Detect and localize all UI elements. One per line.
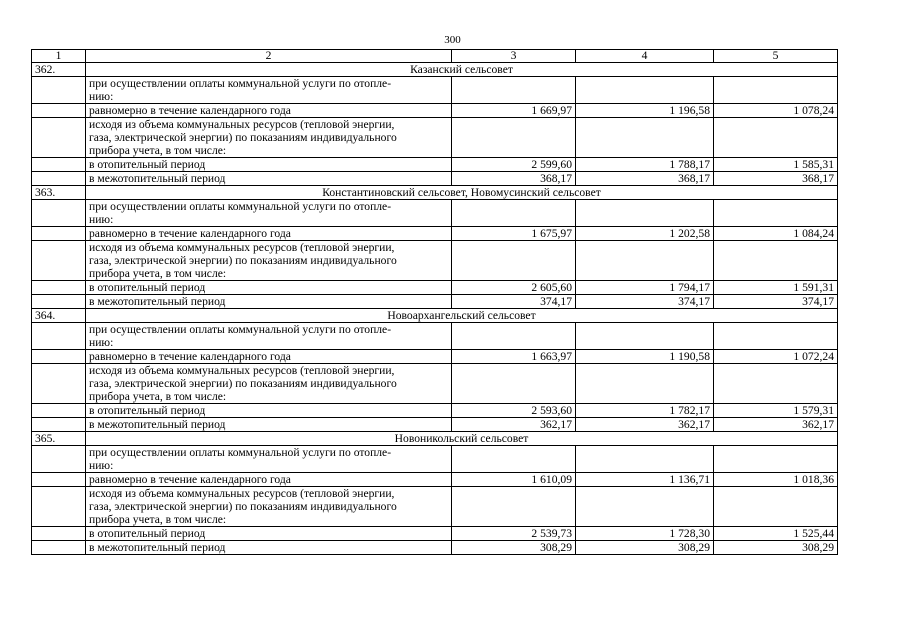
- number-cell-empty: [32, 118, 86, 158]
- value-cell-col4: 368,17: [576, 172, 714, 186]
- number-cell-empty: [32, 350, 86, 364]
- value-cell-col4: 308,29: [576, 541, 714, 555]
- section-number: 365.: [32, 432, 86, 446]
- table-row: [32, 172, 838, 186]
- value-cell-col5: 1 072,24: [714, 350, 838, 364]
- number-cell-empty: [32, 104, 86, 118]
- number-cell-empty: [32, 541, 86, 555]
- section-title-row: [32, 186, 838, 200]
- page-number: 300: [444, 34, 461, 46]
- value-cell-col3: 1 675,97: [452, 227, 576, 241]
- column-header-4: 4: [576, 50, 714, 63]
- row-description: в отопительный период: [86, 281, 452, 295]
- value-cell-col4: 362,17: [576, 418, 714, 432]
- value-cell-col3: [452, 77, 576, 104]
- value-cell-col4: [576, 446, 714, 473]
- section-title-row: [32, 63, 838, 77]
- table-row: [32, 118, 838, 158]
- value-cell-col5: [714, 364, 838, 404]
- number-cell-empty: [32, 200, 86, 227]
- number-cell-empty: [32, 281, 86, 295]
- row-description: исходя из объема коммунальных ресурсов (тепловой энергии, газа, электрической энергии) по показаниям индивидуального прибора учета, в том числе:: [86, 487, 452, 527]
- section-number: 362.: [32, 63, 86, 77]
- table-row: [32, 350, 838, 364]
- table-row: [32, 241, 838, 281]
- row-description: исходя из объема коммунальных ресурсов (тепловой энергии, газа, электрической энергии) по показаниям индивидуального прибора учета, в том числе:: [86, 364, 452, 404]
- number-cell-empty: [32, 473, 86, 487]
- value-cell-col3: 308,29: [452, 541, 576, 555]
- table-row: [32, 323, 838, 350]
- value-cell-col3: 1 610,09: [452, 473, 576, 487]
- value-cell-col4: 374,17: [576, 295, 714, 309]
- table-body: [32, 50, 838, 555]
- number-cell-empty: [32, 295, 86, 309]
- row-description: в отопительный период: [86, 404, 452, 418]
- row-description: исходя из объема коммунальных ресурсов (тепловой энергии, газа, электрической энергии) по показаниям индивидуального прибора учета, в том числе:: [86, 241, 452, 281]
- value-cell-col4: [576, 487, 714, 527]
- table-row: [32, 541, 838, 555]
- number-cell-empty: [32, 446, 86, 473]
- row-description: равномерно в течение календарного года: [86, 473, 452, 487]
- value-cell-col5: [714, 323, 838, 350]
- value-cell-col5: 308,29: [714, 541, 838, 555]
- value-cell-col3: 1 663,97: [452, 350, 576, 364]
- section-title: Константиновский сельсовет, Новомусинский сельсовет: [86, 186, 838, 200]
- value-cell-col5: 362,17: [714, 418, 838, 432]
- value-cell-col5: [714, 241, 838, 281]
- table-row: [32, 404, 838, 418]
- value-cell-col5: [714, 118, 838, 158]
- value-cell-col4: 1 794,17: [576, 281, 714, 295]
- section-number: 364.: [32, 309, 86, 323]
- table-row: [32, 158, 838, 172]
- column-header-1: 1: [32, 50, 86, 63]
- value-cell-col4: 1 728,30: [576, 527, 714, 541]
- number-cell-empty: [32, 418, 86, 432]
- value-cell-col3: 1 669,97: [452, 104, 576, 118]
- value-cell-col5: 374,17: [714, 295, 838, 309]
- number-cell-empty: [32, 77, 86, 104]
- value-cell-col3: 2 593,60: [452, 404, 576, 418]
- table-row: [32, 227, 838, 241]
- value-cell-col4: 1 190,58: [576, 350, 714, 364]
- column-header-3: 3: [452, 50, 576, 63]
- value-cell-col4: 1 196,58: [576, 104, 714, 118]
- row-description: в отопительный период: [86, 527, 452, 541]
- value-cell-col3: [452, 241, 576, 281]
- value-cell-col5: [714, 487, 838, 527]
- column-header-5: 5: [714, 50, 838, 63]
- value-cell-col3: [452, 118, 576, 158]
- value-cell-col5: 368,17: [714, 172, 838, 186]
- number-cell-empty: [32, 364, 86, 404]
- value-cell-col5: 1 525,44: [714, 527, 838, 541]
- tariff-table: [31, 49, 838, 555]
- value-cell-col4: 1 136,71: [576, 473, 714, 487]
- value-cell-col4: [576, 118, 714, 158]
- value-cell-col3: 2 599,60: [452, 158, 576, 172]
- value-cell-col3: [452, 200, 576, 227]
- row-description: в отопительный период: [86, 158, 452, 172]
- table-row: [32, 473, 838, 487]
- row-description: равномерно в течение календарного года: [86, 350, 452, 364]
- value-cell-col5: 1 585,31: [714, 158, 838, 172]
- value-cell-col4: 1 782,17: [576, 404, 714, 418]
- value-cell-col4: [576, 241, 714, 281]
- row-description: в межотопительный период: [86, 418, 452, 432]
- row-description: при осуществлении оплаты коммунальной услуги по отопле- нию:: [86, 446, 452, 473]
- value-cell-col4: [576, 200, 714, 227]
- value-cell-col3: [452, 446, 576, 473]
- table-row: [32, 281, 838, 295]
- value-cell-col5: [714, 446, 838, 473]
- table-row: [32, 364, 838, 404]
- table-row: [32, 418, 838, 432]
- number-cell-empty: [32, 527, 86, 541]
- row-description: в межотопительный период: [86, 295, 452, 309]
- value-cell-col5: 1 018,36: [714, 473, 838, 487]
- value-cell-col3: [452, 323, 576, 350]
- value-cell-col3: 374,17: [452, 295, 576, 309]
- value-cell-col5: 1 579,31: [714, 404, 838, 418]
- table-row: [32, 77, 838, 104]
- value-cell-col3: 368,17: [452, 172, 576, 186]
- value-cell-col3: 2 539,73: [452, 527, 576, 541]
- value-cell-col4: 1 788,17: [576, 158, 714, 172]
- table-row: [32, 200, 838, 227]
- column-header-row: [32, 50, 838, 63]
- value-cell-col4: 1 202,58: [576, 227, 714, 241]
- number-cell-empty: [32, 241, 86, 281]
- value-cell-col5: [714, 77, 838, 104]
- value-cell-col3: [452, 364, 576, 404]
- row-description: при осуществлении оплаты коммунальной услуги по отопле- нию:: [86, 77, 452, 104]
- table-row: [32, 104, 838, 118]
- value-cell-col5: 1 084,24: [714, 227, 838, 241]
- value-cell-col5: [714, 200, 838, 227]
- table-row: [32, 295, 838, 309]
- section-title-row: [32, 309, 838, 323]
- value-cell-col4: [576, 323, 714, 350]
- value-cell-col4: [576, 364, 714, 404]
- number-cell-empty: [32, 158, 86, 172]
- value-cell-col3: [452, 487, 576, 527]
- section-title-row: [32, 432, 838, 446]
- number-cell-empty: [32, 404, 86, 418]
- row-description: равномерно в течение календарного года: [86, 104, 452, 118]
- section-title: Новоархангельский сельсовет: [86, 309, 838, 323]
- value-cell-col5: 1 078,24: [714, 104, 838, 118]
- column-header-2: 2: [86, 50, 452, 63]
- row-description: в межотопительный период: [86, 172, 452, 186]
- value-cell-col4: [576, 77, 714, 104]
- number-cell-empty: [32, 172, 86, 186]
- row-description: равномерно в течение календарного года: [86, 227, 452, 241]
- value-cell-col3: 2 605,60: [452, 281, 576, 295]
- number-cell-empty: [32, 487, 86, 527]
- number-cell-empty: [32, 227, 86, 241]
- row-description: при осуществлении оплаты коммунальной услуги по отопле- нию:: [86, 323, 452, 350]
- number-cell-empty: [32, 323, 86, 350]
- section-number: 363.: [32, 186, 86, 200]
- row-description: в межотопительный период: [86, 541, 452, 555]
- table-row: [32, 527, 838, 541]
- section-title: Новоникольский сельсовет: [86, 432, 838, 446]
- row-description: при осуществлении оплаты коммунальной услуги по отопле- нию:: [86, 200, 452, 227]
- row-description: исходя из объема коммунальных ресурсов (тепловой энергии, газа, электрической энергии) по показаниям индивидуального прибора учета, в том числе:: [86, 118, 452, 158]
- value-cell-col3: 362,17: [452, 418, 576, 432]
- section-title: Казанский сельсовет: [86, 63, 838, 77]
- table-row: [32, 487, 838, 527]
- value-cell-col5: 1 591,31: [714, 281, 838, 295]
- table-row: [32, 446, 838, 473]
